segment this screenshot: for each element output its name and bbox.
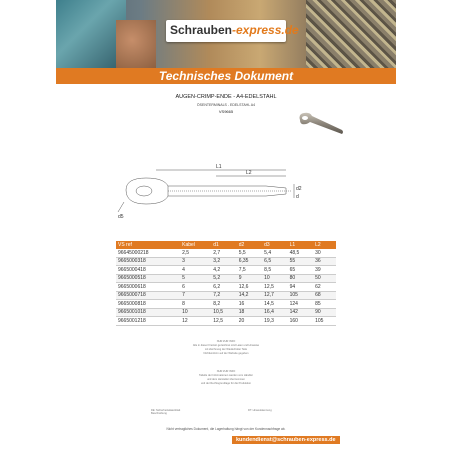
table-cell: 30 (313, 249, 336, 257)
table-cell: 5,4 (262, 249, 287, 257)
table-cell: 2,5 (180, 249, 211, 257)
table-cell: 3 (180, 257, 211, 266)
dim-label-d: d (296, 194, 299, 200)
table-cell: 96645000218 (116, 249, 180, 257)
col-header: L1 (288, 241, 313, 249)
brand-logo[interactable] (166, 20, 299, 42)
table-cell: 55 (288, 257, 313, 266)
col-header: VS ref (116, 241, 180, 249)
table-cell: 2,7 (211, 249, 236, 257)
table-cell: 9665000418 (116, 266, 180, 275)
table-cell: 68 (313, 291, 336, 300)
signature-left-sublabel: Beschreibung (151, 412, 167, 415)
note-line: und dem Hersteller übernommen (207, 378, 245, 381)
hands-photo (116, 20, 156, 70)
table-cell: 105 (313, 317, 336, 326)
table-cell: 9665001018 (116, 308, 180, 317)
table-cell: 3,2 (211, 257, 236, 266)
banner-title: Technisches Dokument (158, 69, 294, 83)
table-row (116, 266, 336, 275)
logo-brand-text: Schrauben (170, 23, 233, 37)
note-line: Alle in dieser Freizeit gezeichnet sind Laien und Hinweise (192, 344, 260, 347)
title-banner (56, 68, 396, 84)
table-cell: 4 (180, 266, 211, 275)
table-cell: 12 (180, 317, 211, 326)
table-cell: 16,4 (262, 308, 287, 317)
table-row (116, 308, 336, 317)
document-page (56, 0, 396, 452)
table-cell: 9665000318 (116, 257, 180, 266)
table-cell: 12,7 (262, 291, 287, 300)
dim-label-l2: L2 (246, 170, 252, 176)
table-cell: 9665000818 (116, 300, 180, 309)
support-email-link[interactable]: kundendienst@schrauben-express.de (232, 436, 340, 444)
table-cell: 4,2 (211, 266, 236, 275)
table-cell: 9665000618 (116, 283, 180, 292)
table-cell: 142 (288, 308, 313, 317)
table-cell: 80 (288, 274, 313, 283)
table-cell: 39 (313, 266, 336, 275)
table-cell: 7 (180, 291, 211, 300)
table-cell: 20 (237, 317, 262, 326)
table-cell: 9665000518 (116, 274, 180, 283)
table-cell: 9665000718 (116, 291, 180, 300)
col-header: d2 (237, 241, 262, 249)
note-line: NUR ZUR INFO (216, 370, 236, 373)
note-line: Tabelle der Informationen werden vom Händler (199, 374, 253, 377)
header-photo (56, 0, 396, 70)
table-row (116, 249, 336, 257)
table-cell: 85 (313, 300, 336, 309)
table-cell: 8 (180, 300, 211, 309)
table-cell: 6 (180, 283, 211, 292)
signature-left-label: DE: Sicherheitsdatenblatt (151, 409, 181, 412)
dim-label-d5: d5 (118, 214, 124, 220)
dim-label-l1: L1 (216, 164, 222, 170)
table-header-row (116, 241, 336, 249)
signature-right: DT: Hinweiskennung (248, 409, 272, 412)
table-cell: 14,2 (237, 291, 262, 300)
spec-table (116, 241, 336, 326)
table-cell: 6,2 (211, 283, 236, 292)
table-cell: 50 (313, 274, 336, 283)
document-title: AUGEN-CRIMP-ENDE - A4-EDELSTAHL (175, 94, 277, 100)
table-cell: 105 (288, 291, 313, 300)
table-row (116, 317, 336, 326)
document-subtitle: ÖSENTERMINALS - EDELSTAHL A4 (196, 103, 256, 107)
table-row (116, 274, 336, 283)
table-cell: 7,2 (211, 291, 236, 300)
signature-left (151, 409, 180, 415)
table-cell: 9 (237, 274, 262, 283)
table-cell: 160 (288, 317, 313, 326)
table-cell: 5,5 (237, 249, 262, 257)
col-header: Kabel (180, 241, 211, 249)
table-cell: 10 (262, 274, 287, 283)
table-cell: 36 (313, 257, 336, 266)
footer-disclaimer: Nicht vertragliches Dokument, die Lagerhaltung hängt von der Kundennachfrage ab. (166, 427, 286, 431)
note-line: mit Zeichnung der Wiederholter Teile (204, 348, 248, 351)
screws-photo (306, 0, 396, 70)
note-line: Nichtkonform auf der Website gegeben (203, 352, 249, 355)
table-cell: 5,2 (211, 274, 236, 283)
table-cell: 48,5 (288, 249, 313, 257)
table-cell: 6,5 (262, 257, 287, 266)
table-cell: 7,5 (237, 266, 262, 275)
product-photo (296, 108, 346, 138)
table-row (116, 300, 336, 309)
table-cell: 12,5 (262, 283, 287, 292)
table-cell: 65 (288, 266, 313, 275)
table-cell: 94 (288, 283, 313, 292)
table-cell: 18 (237, 308, 262, 317)
table-cell: 12,6 (237, 283, 262, 292)
table-cell: 62 (313, 283, 336, 292)
table-row (116, 291, 336, 300)
note-line: NUR ZUR INFO (216, 340, 236, 343)
col-header: L2 (313, 241, 336, 249)
table-cell: 10 (180, 308, 211, 317)
table-row (116, 283, 336, 292)
note-line: und der Rechtsgrundlage für die Produktion (200, 382, 252, 385)
table-cell: 8,5 (262, 266, 287, 275)
table-cell: 14,5 (262, 300, 287, 309)
logo-accent-text: -express.de (232, 23, 299, 37)
col-header: d1 (211, 241, 236, 249)
table-cell: 19,3 (262, 317, 287, 326)
document-code: VS9665 (218, 109, 234, 114)
col-header: d3 (262, 241, 287, 249)
dim-label-d2: d2 (296, 186, 302, 192)
table-cell: 12,5 (211, 317, 236, 326)
table-cell: 16 (237, 300, 262, 309)
table-cell: 124 (288, 300, 313, 309)
technical-drawing (116, 160, 336, 220)
table-cell: 90 (313, 308, 336, 317)
table-cell: 9665001218 (116, 317, 180, 326)
table-cell: 10,5 (211, 308, 236, 317)
table-cell: 5 (180, 274, 211, 283)
table-row (116, 257, 336, 266)
table-cell: 8,2 (211, 300, 236, 309)
table-cell: 6,35 (237, 257, 262, 266)
